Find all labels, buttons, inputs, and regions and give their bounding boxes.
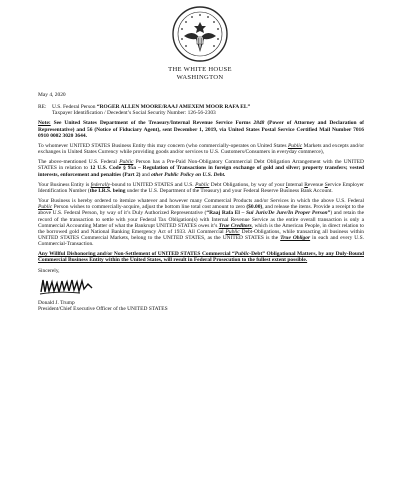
signer-title: President/Chief Executive Officer of the UNITED STATES xyxy=(38,305,168,312)
code-citation: 12 U.S. Code § 95a – Regulation of Transactions in foreign exchange of gold and silver; property transfers; vested interests, enforcement and penalties (Part 2) xyxy=(38,165,365,178)
subject-label: RE: xyxy=(38,104,47,111)
paragraph-addressee: To whomever UNITED STATES Business Entity this may concern (who commercially-operates on United States Public Markets and excepts and/or exchanges in United States Currency while providing goods and/or services to U.S. Customers/Consumers in everyday commerce), xyxy=(38,142,365,156)
warning-paragraph: Any Willful Dishonoring and/or Non-Settlement of UNITED STATES Commercial “Public-Debt” Obligational Matters, by any Duly-Bound Commercial Business Entity within the United States, will result in Federal Prosecution to the fullest extent possible. xyxy=(38,251,364,264)
subject-prefix: U.S. Federal Person xyxy=(52,104,97,111)
note-label: Note: xyxy=(38,120,51,127)
closing-sincerely: Sincerely, xyxy=(38,267,60,274)
subject-line xyxy=(38,104,364,116)
letterhead-title: THE WHITE HOUSE xyxy=(168,66,232,73)
letter-body xyxy=(38,92,364,312)
subject-ssn-line: Taxpayer Identification / Decedent’s Social Security Number: 126-56-2303 xyxy=(52,110,216,117)
letter-date: May 4, 2020 xyxy=(38,92,66,98)
signature-area xyxy=(38,276,364,298)
paragraph-order: Your Business is hereby ordered to itemize whatever and however many Commercial Products and/or Services in which the above U.S. Federal Public Person wishes to commercially-acquire, adjust the bottom line total cost amount to zero ($0.00), and release the items. Provide a receipt to the above U.S. Federal Person, by way of it’s Duly Authorized Representative (“Raaj Rafa El – Sui Juris/De Jure/In Proper Person”) and retain the record of the transaction to settle with your Federal Tax Obligation(s) with Internal Revenue Service as the entire overall transaction is only a Commercial Accounting Matter of what the Bankrupt UNITED STATES owes it’s True Creditors, which is the American People, in direct relation to the borrowed gold and National Banking Emergency Act of 1933. All Commercial Public Debt-Obligations, while transacting all business within UNITED STATES Commercial Markets, belong to the UNITED STATES, as the UNITED STATES is the True Obligor in each and every U.S. Commercial-Transaction. xyxy=(38,198,365,248)
form-number: 2848 xyxy=(253,120,265,127)
presidential-seal-icon xyxy=(172,6,228,62)
letterhead-city: WASHINGTON xyxy=(176,74,224,81)
signer-name: Donald J. Trump xyxy=(38,299,75,306)
paragraph-federally-bound: Your Business Entity is federally-bound to UNITED STATES and U.S. Public Debt Obligations, by way of your Internal Revenue Service Employer Identification Number (the I.R.S. being under the U.S. Department of the Treasury) and your Federal Reserve Business Bank Account. xyxy=(38,181,364,194)
paragraph-debt-arrangement: The above-mentioned U.S. Federal Public Person has a Pre-Paid Non-Obligatory Commercial Debt Obligation Arrangement with the UNITED STATES in relation to 12 U.S. Code § 95a – Regulation of Transactions in foreign exchange of gold and silver; property transfers; vested interests, enforcement and penalties (Part 2) and other Public Policy on U.S. Debt. xyxy=(38,159,365,178)
subject-person-name: “ROGER ALLEN MOORE/RAAJ AMEXEM MOOR RAFA EL” xyxy=(96,104,251,111)
handwritten-signature-icon xyxy=(38,276,98,298)
note-paragraph: Note: See United States Department of the Treasury/Internal Revenue Service Forms 2848 (Power of Attorney and Declaration of Representative) and 56 (Notice of Fiduciary Agent), sent December 1, 2019, via United States Postal Service Certified Mail Number 7016 0910 0002 3020 3644. xyxy=(38,120,364,139)
